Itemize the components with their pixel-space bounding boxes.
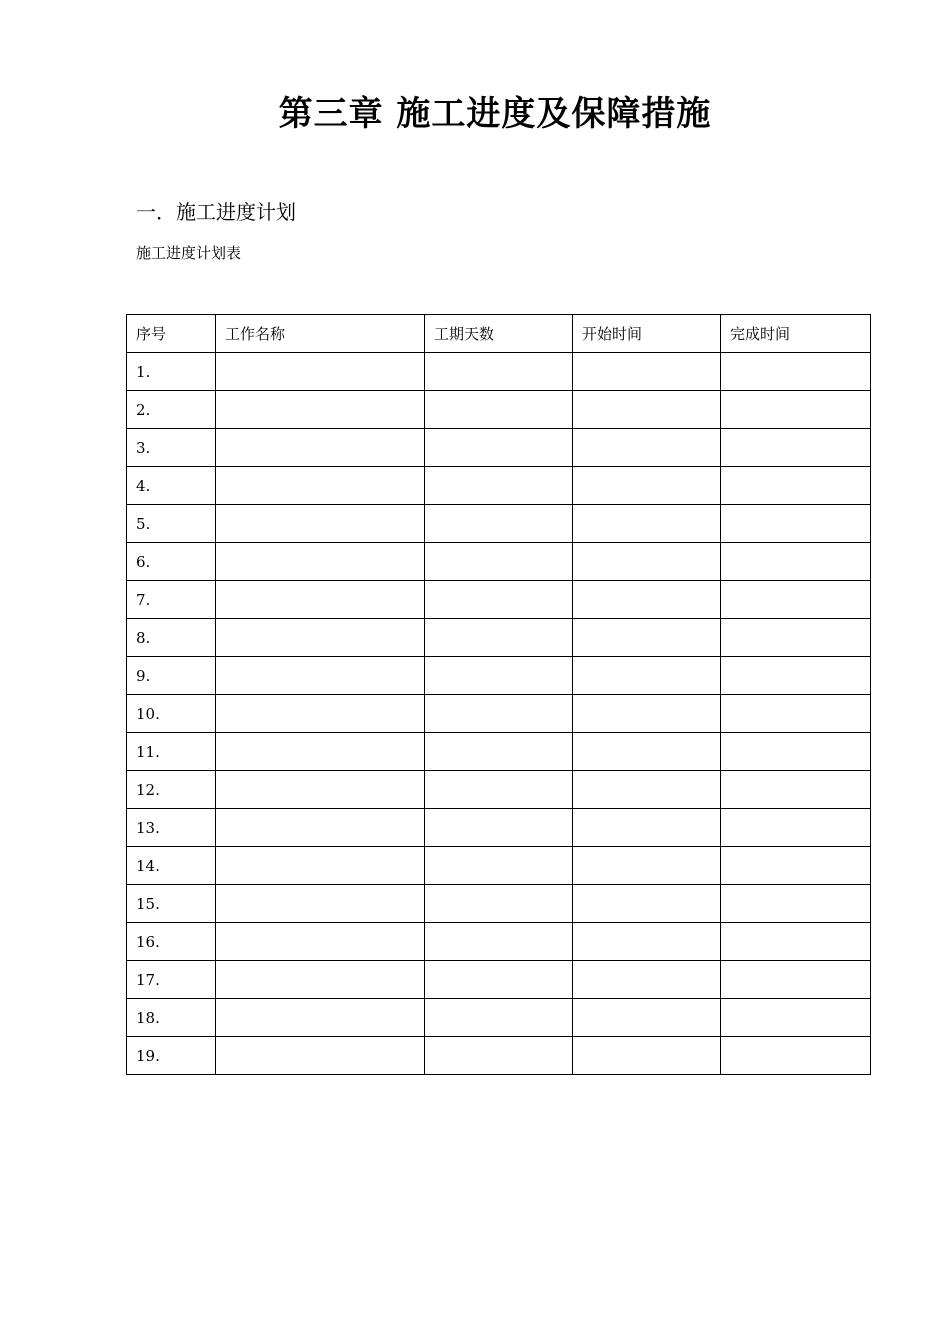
duration-cell[interactable] (425, 619, 573, 657)
start-time-cell[interactable] (573, 581, 721, 619)
start-time-cell[interactable] (573, 505, 721, 543)
duration-cell[interactable] (425, 543, 573, 581)
start-time-cell[interactable] (573, 1037, 721, 1075)
table-body (127, 353, 871, 1075)
row-index-cell: 4. (127, 467, 216, 505)
row-index-cell: 8. (127, 619, 216, 657)
task-name-cell[interactable] (216, 619, 425, 657)
start-time-cell[interactable] (573, 961, 721, 999)
header-duration-days: 工期天数 (425, 315, 573, 353)
finish-time-cell[interactable] (721, 1037, 871, 1075)
task-name-cell[interactable] (216, 543, 425, 581)
task-name-cell[interactable] (216, 657, 425, 695)
table-row (127, 467, 871, 505)
table-row (127, 429, 871, 467)
start-time-cell[interactable] (573, 543, 721, 581)
start-time-cell[interactable] (573, 619, 721, 657)
duration-cell[interactable] (425, 505, 573, 543)
table-row (127, 353, 871, 391)
table-row (127, 923, 871, 961)
duration-cell[interactable] (425, 391, 573, 429)
start-time-cell[interactable] (573, 657, 721, 695)
table-row (127, 809, 871, 847)
table-row (127, 771, 871, 809)
finish-time-cell[interactable] (721, 391, 871, 429)
start-time-cell[interactable] (573, 429, 721, 467)
task-name-cell[interactable] (216, 809, 425, 847)
duration-cell[interactable] (425, 429, 573, 467)
duration-cell[interactable] (425, 1037, 573, 1075)
schedule-table (126, 314, 871, 1075)
row-index-cell: 9. (127, 657, 216, 695)
row-index-cell: 13. (127, 809, 216, 847)
row-index-cell: 2. (127, 391, 216, 429)
finish-time-cell[interactable] (721, 771, 871, 809)
start-time-cell[interactable] (573, 847, 721, 885)
duration-cell[interactable] (425, 847, 573, 885)
task-name-cell[interactable] (216, 999, 425, 1037)
table-row (127, 505, 871, 543)
finish-time-cell[interactable] (721, 581, 871, 619)
table-row (127, 1037, 871, 1075)
table-row (127, 999, 871, 1037)
row-index-cell: 18. (127, 999, 216, 1037)
duration-cell[interactable] (425, 999, 573, 1037)
duration-cell[interactable] (425, 657, 573, 695)
table-row (127, 581, 871, 619)
row-index-cell: 1. (127, 353, 216, 391)
finish-time-cell[interactable] (721, 657, 871, 695)
task-name-cell[interactable] (216, 353, 425, 391)
section-heading: 一．施工进度计划 (136, 200, 296, 224)
task-name-cell[interactable] (216, 847, 425, 885)
header-index: 序号 (127, 315, 216, 353)
task-name-cell[interactable] (216, 505, 425, 543)
finish-time-cell[interactable] (721, 733, 871, 771)
start-time-cell[interactable] (573, 733, 721, 771)
row-index-cell: 11. (127, 733, 216, 771)
table-row (127, 733, 871, 771)
duration-cell[interactable] (425, 695, 573, 733)
finish-time-cell[interactable] (721, 543, 871, 581)
start-time-cell[interactable] (573, 771, 721, 809)
table-row (127, 695, 871, 733)
duration-cell[interactable] (425, 733, 573, 771)
task-name-cell[interactable] (216, 923, 425, 961)
start-time-cell[interactable] (573, 467, 721, 505)
finish-time-cell[interactable] (721, 353, 871, 391)
row-index-cell: 17. (127, 961, 216, 999)
row-index-cell: 7. (127, 581, 216, 619)
task-name-cell[interactable] (216, 885, 425, 923)
start-time-cell[interactable] (573, 885, 721, 923)
row-index-cell: 12. (127, 771, 216, 809)
table-row (127, 885, 871, 923)
start-time-cell[interactable] (573, 923, 721, 961)
task-name-cell[interactable] (216, 391, 425, 429)
task-name-cell[interactable] (216, 581, 425, 619)
start-time-cell[interactable] (573, 353, 721, 391)
task-name-cell[interactable] (216, 733, 425, 771)
finish-time-cell[interactable] (721, 695, 871, 733)
start-time-cell[interactable] (573, 695, 721, 733)
chapter-title: 第三章 施工进度及保障措施 (278, 94, 712, 134)
finish-time-cell[interactable] (721, 619, 871, 657)
row-index-cell: 3. (127, 429, 216, 467)
duration-cell[interactable] (425, 353, 573, 391)
duration-cell[interactable] (425, 809, 573, 847)
duration-cell[interactable] (425, 885, 573, 923)
finish-time-cell[interactable] (721, 923, 871, 961)
task-name-cell[interactable] (216, 467, 425, 505)
duration-cell[interactable] (425, 581, 573, 619)
start-time-cell[interactable] (573, 391, 721, 429)
row-index-cell: 15. (127, 885, 216, 923)
finish-time-cell[interactable] (721, 429, 871, 467)
table-caption: 施工进度计划表 (136, 244, 242, 262)
finish-time-cell[interactable] (721, 505, 871, 543)
finish-time-cell[interactable] (721, 961, 871, 999)
duration-cell[interactable] (425, 961, 573, 999)
finish-time-cell[interactable] (721, 885, 871, 923)
row-index-cell: 16. (127, 923, 216, 961)
table-row (127, 961, 871, 999)
header-task-name: 工作名称 (216, 315, 425, 353)
header-finish-time: 完成时间 (721, 315, 871, 353)
row-index-cell: 10. (127, 695, 216, 733)
finish-time-cell[interactable] (721, 809, 871, 847)
row-index-cell: 14. (127, 847, 216, 885)
finish-time-cell[interactable] (721, 847, 871, 885)
header-start-time: 开始时间 (573, 315, 721, 353)
row-index-cell: 6. (127, 543, 216, 581)
task-name-cell[interactable] (216, 961, 425, 999)
start-time-cell[interactable] (573, 999, 721, 1037)
table-row (127, 391, 871, 429)
table-row (127, 619, 871, 657)
duration-cell[interactable] (425, 467, 573, 505)
row-index-cell: 5. (127, 505, 216, 543)
start-time-cell[interactable] (573, 809, 721, 847)
table-header-row (127, 315, 871, 353)
table-row (127, 543, 871, 581)
table-row (127, 847, 871, 885)
task-name-cell[interactable] (216, 1037, 425, 1075)
task-name-cell[interactable] (216, 429, 425, 467)
row-index-cell: 19. (127, 1037, 216, 1075)
duration-cell[interactable] (425, 923, 573, 961)
task-name-cell[interactable] (216, 695, 425, 733)
finish-time-cell[interactable] (721, 999, 871, 1037)
task-name-cell[interactable] (216, 771, 425, 809)
table-row (127, 657, 871, 695)
duration-cell[interactable] (425, 771, 573, 809)
finish-time-cell[interactable] (721, 467, 871, 505)
